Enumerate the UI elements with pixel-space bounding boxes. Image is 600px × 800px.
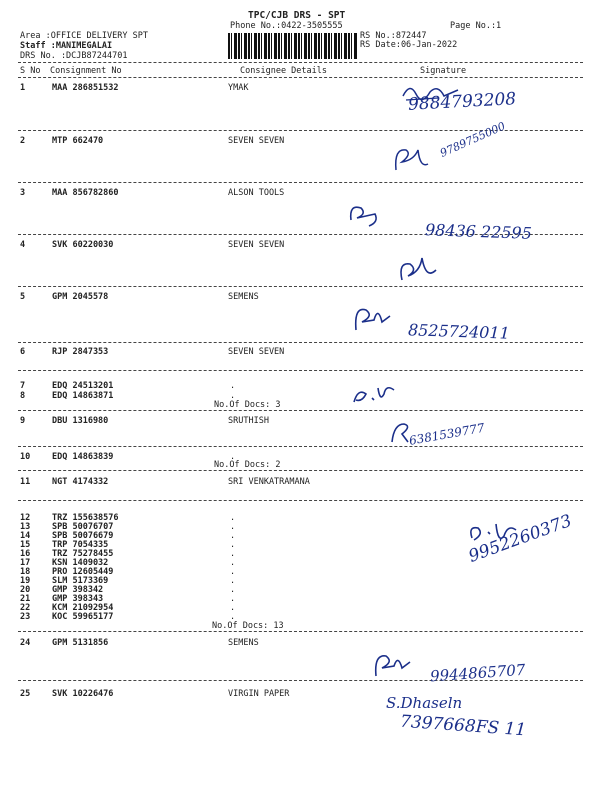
- row-consignment: KCM 21092954: [52, 603, 114, 613]
- row-sno: 24: [20, 638, 31, 648]
- row-sno: 21: [20, 594, 31, 604]
- row-consignment: EDQ 14863839: [52, 452, 114, 462]
- divider: [18, 500, 583, 501]
- column-header-consignment: Consignment No: [50, 66, 122, 76]
- column-header-consignee: Consignee Details: [240, 66, 327, 76]
- page-number: Page No.:1: [450, 21, 502, 31]
- row-consignment: SPB 50076707: [52, 522, 114, 532]
- signature-25-name: S.Dhaseln: [386, 694, 463, 712]
- row-sno: 4: [20, 240, 26, 250]
- row-consignee: SRUTHISH: [228, 416, 269, 426]
- row-consignment: NGT 4174332: [52, 477, 109, 487]
- row-consignment: GPM 5131856: [52, 638, 109, 648]
- row-consignee: .: [230, 585, 236, 595]
- divider: [18, 446, 583, 447]
- row-consignee: .: [230, 381, 236, 391]
- row-consignment: TRZ 155638576: [52, 513, 119, 523]
- rs-number: RS No.:872447: [360, 31, 427, 41]
- signature-1-phone: 9884793208: [407, 89, 517, 115]
- row-sno: 11: [20, 477, 31, 487]
- row-consignee: SRI VENKATRAMANA: [228, 477, 310, 487]
- row-consignee: YMAK: [228, 83, 249, 93]
- row-consignment: DBU 1316980: [52, 416, 109, 426]
- divider: [18, 62, 583, 63]
- row-consignee: .: [230, 391, 236, 401]
- row-consignee: SEMENS: [228, 638, 259, 648]
- divider: [18, 182, 583, 183]
- row-sno: 14: [20, 531, 31, 541]
- row-sno: 2: [20, 136, 26, 146]
- row-consignment: GMP 398342: [52, 585, 104, 595]
- row-consignee: ALSON TOOLS: [228, 188, 285, 198]
- signature-9-phone: 6381539777: [408, 420, 486, 448]
- row-consignee: SEVEN SEVEN: [228, 347, 285, 357]
- signature-2-phone: 9789755000: [438, 119, 508, 160]
- row-sno: 12: [20, 513, 31, 523]
- doc-count: No.Of Docs: 13: [212, 621, 284, 631]
- doc-count: No.Of Docs: 3: [214, 400, 281, 410]
- row-consignment: SLM 5173369: [52, 576, 109, 586]
- row-consignee: SEVEN SEVEN: [228, 136, 285, 146]
- row-consignment: TRZ 75278455: [52, 549, 114, 559]
- row-consignment: KSN 1409032: [52, 558, 109, 568]
- row-consignment: GMP 398343: [52, 594, 104, 604]
- signature-24: [370, 648, 414, 682]
- row-consignee: .: [230, 603, 236, 613]
- divider: [18, 470, 583, 471]
- row-consignment: PRO 12605449: [52, 567, 114, 577]
- row-sno: 8: [20, 391, 26, 401]
- row-consignee: .: [230, 531, 236, 541]
- row-consignee: .: [230, 612, 236, 622]
- row-consignment: MAA 856782860: [52, 188, 119, 198]
- row-consignee: SEMENS: [228, 292, 259, 302]
- divider: [18, 77, 583, 78]
- signature-3: [345, 200, 385, 230]
- row-consignment: EDQ 14863871: [52, 391, 114, 401]
- row-consignment: SVK 10226476: [52, 689, 114, 699]
- row-sno: 18: [20, 567, 31, 577]
- signature-5-phone: 8525724011: [407, 320, 511, 343]
- row-sno: 7: [20, 381, 26, 391]
- signature-7: [350, 380, 400, 410]
- staff-label: Staff :MANIMEGALAI: [20, 41, 113, 51]
- row-consignment: RJP 2847353: [52, 347, 109, 357]
- row-consignee: .: [230, 594, 236, 604]
- row-sno: 16: [20, 549, 31, 559]
- doc-count: No.Of Docs: 2: [214, 460, 281, 470]
- row-consignment: GPM 2045578: [52, 292, 109, 302]
- divider: [18, 370, 583, 371]
- row-sno: 6: [20, 347, 26, 357]
- row-sno: 13: [20, 522, 31, 532]
- signature-3-phone: 98436 22595: [424, 220, 533, 243]
- row-consignment: EDQ 24513201: [52, 381, 114, 391]
- row-consignee: .: [230, 522, 236, 532]
- row-consignment: MTP 662470: [52, 136, 104, 146]
- divider: [18, 410, 583, 411]
- row-sno: 9: [20, 416, 26, 426]
- divider: [18, 286, 583, 287]
- row-consignee: .: [230, 513, 236, 523]
- drs-number: DRS No. :DCJB87244701: [20, 51, 128, 61]
- row-sno: 17: [20, 558, 31, 568]
- row-consignment: TRP 7054335: [52, 540, 109, 550]
- area-label: Area :OFFICE DELIVERY SPT: [20, 31, 148, 41]
- column-header-signature: Signature: [420, 66, 467, 76]
- barcode: [228, 33, 358, 59]
- signature-24-phone: 9944865707: [429, 660, 526, 686]
- row-consignee: SEVEN SEVEN: [228, 240, 285, 250]
- row-sno: 15: [20, 540, 31, 550]
- row-consignee: .: [230, 558, 236, 568]
- row-consignee: .: [230, 452, 236, 462]
- document-title: TPC/CJB DRS - SPT: [248, 10, 346, 21]
- row-sno: 1: [20, 83, 26, 93]
- row-consignee: VIRGIN PAPER: [228, 689, 290, 699]
- row-consignment: KOC 59965177: [52, 612, 114, 622]
- row-sno: 5: [20, 292, 26, 302]
- row-sno: 23: [20, 612, 31, 622]
- row-sno: 25: [20, 689, 31, 699]
- row-sno: 3: [20, 188, 26, 198]
- row-consignment: SVK 60220030: [52, 240, 114, 250]
- row-consignee: .: [230, 540, 236, 550]
- row-consignment: MAA 286851532: [52, 83, 119, 93]
- signature-5: [350, 300, 394, 336]
- row-sno: 19: [20, 576, 31, 586]
- row-consignee: .: [230, 549, 236, 559]
- row-sno: 22: [20, 603, 31, 613]
- row-consignee: .: [230, 576, 236, 586]
- signature-12-phone: 9952260373: [466, 511, 575, 567]
- signature-2: [388, 140, 438, 178]
- divider: [18, 631, 583, 632]
- column-header-sno: S No: [20, 66, 41, 76]
- row-consignment: SPB 50076679: [52, 531, 114, 541]
- row-sno: 10: [20, 452, 31, 462]
- rs-date: RS Date:06-Jan-2022: [360, 40, 458, 50]
- signature-4: [396, 250, 440, 288]
- row-sno: 20: [20, 585, 31, 595]
- signature-25-phone: 7397668FS 11: [399, 711, 527, 741]
- row-consignee: .: [230, 567, 236, 577]
- phone-number: Phone No.:0422-3505555: [230, 21, 343, 31]
